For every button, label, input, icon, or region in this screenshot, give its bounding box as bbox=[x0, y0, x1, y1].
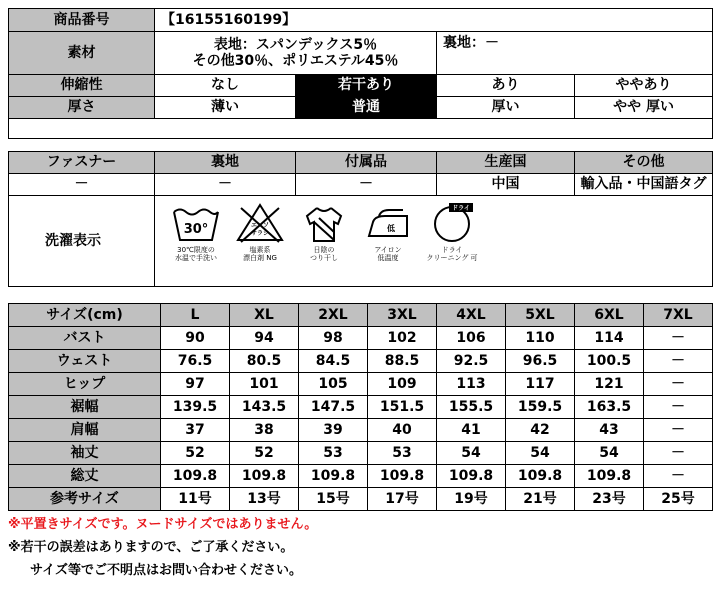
bleach-caption: 塩素系 漂白剤 NG bbox=[243, 246, 277, 263]
hang-dry-shade-symbol bbox=[297, 202, 351, 263]
no-bleach-symbol bbox=[233, 202, 287, 263]
material-label: 素材 bbox=[9, 32, 155, 75]
size-cell: 163.5 bbox=[575, 396, 644, 419]
iron-low-icon bbox=[363, 202, 413, 244]
size-header-cell: 6XL bbox=[575, 304, 644, 327]
size-cell: 109.8 bbox=[506, 465, 575, 488]
size-cell: 19号 bbox=[437, 488, 506, 511]
notes bbox=[8, 513, 712, 582]
size-row bbox=[9, 327, 713, 350]
country-value: 中国 bbox=[437, 174, 575, 196]
size-cell: 17号 bbox=[368, 488, 437, 511]
contact-note: サイズ等でご不明点はお問い合わせください。 bbox=[30, 563, 302, 578]
size-cell: 92.5 bbox=[437, 350, 506, 373]
size-cell: 106 bbox=[437, 327, 506, 350]
size-row-label: 総丈 bbox=[9, 465, 161, 488]
size-row bbox=[9, 442, 713, 465]
material-outer-line2: その他30％、ポリエステル45％ bbox=[192, 53, 399, 69]
size-cell: 100.5 bbox=[575, 350, 644, 373]
wash-tub-30-icon bbox=[171, 202, 221, 244]
thickness-row bbox=[9, 97, 713, 119]
size-cell: 84.5 bbox=[299, 350, 368, 373]
size-cell: 54 bbox=[575, 442, 644, 465]
size-cell: 147.5 bbox=[299, 396, 368, 419]
size-header-row bbox=[9, 304, 713, 327]
material-outer bbox=[155, 32, 437, 75]
size-cell: 13号 bbox=[230, 488, 299, 511]
size-cell: 21号 bbox=[506, 488, 575, 511]
size-row bbox=[9, 373, 713, 396]
size-cell: 101 bbox=[230, 373, 299, 396]
size-cell: 54 bbox=[437, 442, 506, 465]
dry-clean-caption: ドライ クリーニング 可 bbox=[426, 246, 478, 263]
washing-label: 洗濯表示 bbox=[9, 196, 155, 287]
size-cell: － bbox=[644, 350, 713, 373]
size-cell: 109.8 bbox=[437, 465, 506, 488]
size-cell: 96.5 bbox=[506, 350, 575, 373]
item-number-row bbox=[9, 9, 713, 32]
wash-caption: 30℃限度の 水温で手洗い bbox=[175, 246, 217, 263]
thickness-option-selected: 普通 bbox=[296, 97, 437, 119]
size-row-label: ウェスト bbox=[9, 350, 161, 373]
size-row bbox=[9, 350, 713, 373]
stretch-option-selected: 若干あり bbox=[296, 75, 437, 97]
item-number-value: 【16155160199】 bbox=[155, 9, 713, 32]
size-row bbox=[9, 419, 713, 442]
thickness-option-somewhat-thick: やや 厚い bbox=[575, 97, 713, 119]
washing-icons bbox=[155, 202, 712, 263]
size-cell: 114 bbox=[575, 327, 644, 350]
accessories-header: 付属品 bbox=[296, 152, 437, 174]
size-cell: 113 bbox=[437, 373, 506, 396]
size-cell: 76.5 bbox=[161, 350, 230, 373]
size-cell: － bbox=[644, 396, 713, 419]
thickness-option-thick: 厚い bbox=[437, 97, 575, 119]
size-cell: 39 bbox=[299, 419, 368, 442]
size-cell: 42 bbox=[506, 419, 575, 442]
size-row-label: バスト bbox=[9, 327, 161, 350]
washing-icons-cell bbox=[155, 196, 713, 287]
size-header-cell: 5XL bbox=[506, 304, 575, 327]
size-cell: 109.8 bbox=[230, 465, 299, 488]
size-cell: 117 bbox=[506, 373, 575, 396]
error-margin-note: ※若干の誤差はありますので、ご了承ください。 bbox=[8, 540, 294, 555]
material-outer-line1: 表地：スパンデックス5％ bbox=[213, 36, 378, 53]
hang-dry-shade-icon bbox=[299, 202, 349, 244]
product-info-table bbox=[8, 8, 713, 139]
attributes-header-row bbox=[9, 152, 713, 174]
flat-size-warning: ※平置きサイズです。ヌードサイズではありません。 bbox=[8, 517, 318, 532]
size-cell: 53 bbox=[299, 442, 368, 465]
size-cell: 25号 bbox=[644, 488, 713, 511]
size-cell: 98 bbox=[299, 327, 368, 350]
size-header-cell: XL bbox=[230, 304, 299, 327]
lining-header: 裏地 bbox=[155, 152, 296, 174]
no-bleach-icon bbox=[235, 202, 285, 244]
size-cell: 109.8 bbox=[161, 465, 230, 488]
size-header-cell: 4XL bbox=[437, 304, 506, 327]
stretch-label: 伸縮性 bbox=[9, 75, 155, 97]
stretch-option-yes: あり bbox=[437, 75, 575, 97]
size-cell: 15号 bbox=[299, 488, 368, 511]
stretch-row bbox=[9, 75, 713, 97]
stretch-option-somewhat: ややあり bbox=[575, 75, 713, 97]
size-cell: 143.5 bbox=[230, 396, 299, 419]
lining-value: － bbox=[155, 174, 296, 196]
size-row-label: 肩幅 bbox=[9, 419, 161, 442]
size-cell: 109.8 bbox=[368, 465, 437, 488]
dry-clean-symbol bbox=[425, 202, 479, 263]
size-cell: 38 bbox=[230, 419, 299, 442]
size-cell: 40 bbox=[368, 419, 437, 442]
fastener-value: － bbox=[9, 174, 155, 196]
size-cell: 41 bbox=[437, 419, 506, 442]
size-row bbox=[9, 488, 713, 511]
size-cell: 52 bbox=[161, 442, 230, 465]
svg-text:ドライ: ドライ bbox=[452, 205, 470, 212]
size-cell: 53 bbox=[368, 442, 437, 465]
svg-text:低: 低 bbox=[387, 224, 395, 233]
size-cell: 102 bbox=[368, 327, 437, 350]
country-header: 生産国 bbox=[437, 152, 575, 174]
attributes-table bbox=[8, 151, 713, 287]
size-cell: 97 bbox=[161, 373, 230, 396]
size-header-cell: L bbox=[161, 304, 230, 327]
size-row bbox=[9, 465, 713, 488]
size-cell: 109 bbox=[368, 373, 437, 396]
size-header-label: サイズ(cm) bbox=[9, 304, 161, 327]
thickness-option-thin: 薄い bbox=[155, 97, 296, 119]
hang-dry-caption: 日陰の つり干し bbox=[310, 246, 338, 263]
svg-text:サラシ: サラシ bbox=[250, 230, 270, 237]
size-cell: 23号 bbox=[575, 488, 644, 511]
size-cell: 155.5 bbox=[437, 396, 506, 419]
size-cell: 90 bbox=[161, 327, 230, 350]
material-lining: 裏地：－ bbox=[437, 32, 713, 75]
size-cell: 151.5 bbox=[368, 396, 437, 419]
size-cell: 109.8 bbox=[575, 465, 644, 488]
size-row bbox=[9, 396, 713, 419]
size-cell: 54 bbox=[506, 442, 575, 465]
stretch-option-none: なし bbox=[155, 75, 296, 97]
size-cell: 52 bbox=[230, 442, 299, 465]
size-row-label: 裾幅 bbox=[9, 396, 161, 419]
size-cell: 105 bbox=[299, 373, 368, 396]
attributes-value-row bbox=[9, 174, 713, 196]
item-number-label: 商品番号 bbox=[9, 9, 155, 32]
size-cell: 37 bbox=[161, 419, 230, 442]
size-row-label: 参考サイズ bbox=[9, 488, 161, 511]
svg-text:エンソ: エンソ bbox=[250, 222, 270, 229]
dry-clean-icon bbox=[427, 202, 477, 244]
spacer-row bbox=[9, 119, 713, 139]
size-cell: 11号 bbox=[161, 488, 230, 511]
size-cell: 159.5 bbox=[506, 396, 575, 419]
size-row-label: ヒップ bbox=[9, 373, 161, 396]
size-cell: 43 bbox=[575, 419, 644, 442]
size-row-label: 袖丈 bbox=[9, 442, 161, 465]
size-table-body bbox=[9, 304, 713, 511]
size-cell: － bbox=[644, 373, 713, 396]
size-cell: － bbox=[644, 419, 713, 442]
size-cell: 109.8 bbox=[299, 465, 368, 488]
size-cell: 121 bbox=[575, 373, 644, 396]
other-value: 輸入品・中国語タグ bbox=[575, 174, 713, 196]
size-cell: － bbox=[644, 442, 713, 465]
size-cell: 80.5 bbox=[230, 350, 299, 373]
wash-temp-text: 30° bbox=[183, 222, 209, 237]
size-table bbox=[8, 303, 713, 511]
size-cell: 139.5 bbox=[161, 396, 230, 419]
accessories-value: － bbox=[296, 174, 437, 196]
size-header-cell: 7XL bbox=[644, 304, 713, 327]
size-cell: － bbox=[644, 465, 713, 488]
iron-low-symbol bbox=[361, 202, 415, 263]
size-cell: － bbox=[644, 327, 713, 350]
other-header: その他 bbox=[575, 152, 713, 174]
iron-caption: アイロン 低温度 bbox=[374, 246, 402, 263]
size-header-cell: 2XL bbox=[299, 304, 368, 327]
material-row bbox=[9, 32, 713, 75]
washing-row bbox=[9, 196, 713, 287]
wash-tub-30-symbol bbox=[169, 202, 223, 263]
thickness-label: 厚さ bbox=[9, 97, 155, 119]
size-header-cell: 3XL bbox=[368, 304, 437, 327]
size-cell: 88.5 bbox=[368, 350, 437, 373]
size-cell: 110 bbox=[506, 327, 575, 350]
fastener-header: ファスナー bbox=[9, 152, 155, 174]
size-cell: 94 bbox=[230, 327, 299, 350]
